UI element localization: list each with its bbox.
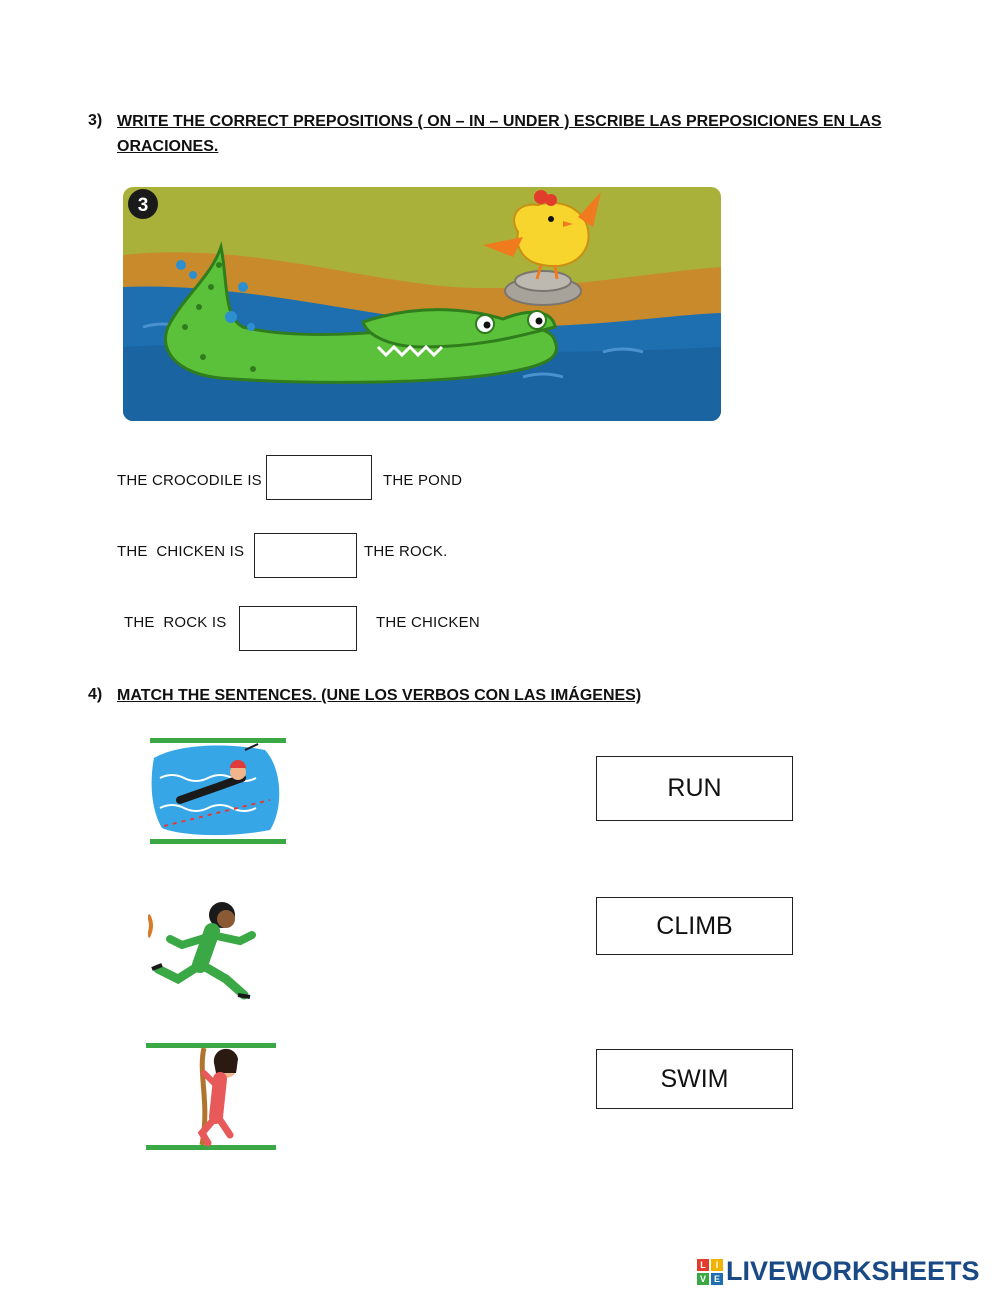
section-3-number: 3) <box>88 112 103 129</box>
logo-letter-blocks-icon: L I V E <box>697 1259 723 1285</box>
swimmer-image[interactable] <box>150 738 286 846</box>
sentence-3-after: THE CHICKEN <box>376 614 480 631</box>
runner-image[interactable] <box>148 895 264 1003</box>
sentence-2-after: THE ROCK. <box>364 543 448 560</box>
sentence-1-after: THE POND <box>383 472 463 489</box>
sentence-3-before: THE ROCK IS <box>124 614 227 631</box>
scene-number-label: 3 <box>137 195 149 216</box>
verb-box-climb[interactable]: CLIMB <box>596 897 793 955</box>
climber-image[interactable] <box>146 1043 276 1151</box>
sentence-2-before: THE CHICKEN IS <box>117 543 245 560</box>
section-4-title: MATCH THE SENTENCES. (UNE LOS VERBOS CON LAS IMÁGENES) <box>117 687 642 704</box>
logo-wordmark: LIVEWORKSHEETS <box>726 1256 980 1286</box>
answer-input-2[interactable] <box>254 533 357 578</box>
sentence-1-before: THE CROCODILE IS <box>117 472 262 489</box>
liveworksheets-logo[interactable] <box>697 1256 980 1287</box>
section-4-number: 4) <box>88 686 103 703</box>
answer-input-3[interactable] <box>239 606 357 651</box>
section-3-title: WRITE THE CORRECT PREPOSITIONS ( ON – IN – UNDER ) ESCRIBE LAS PREPOSICIONES EN LAS ORACIONES. <box>117 113 882 155</box>
verb-box-run[interactable]: RUN <box>596 756 793 821</box>
answer-input-1[interactable] <box>266 455 372 500</box>
verb-box-swim[interactable]: SWIM <box>596 1049 793 1109</box>
crocodile-chicken-scene <box>123 187 721 421</box>
